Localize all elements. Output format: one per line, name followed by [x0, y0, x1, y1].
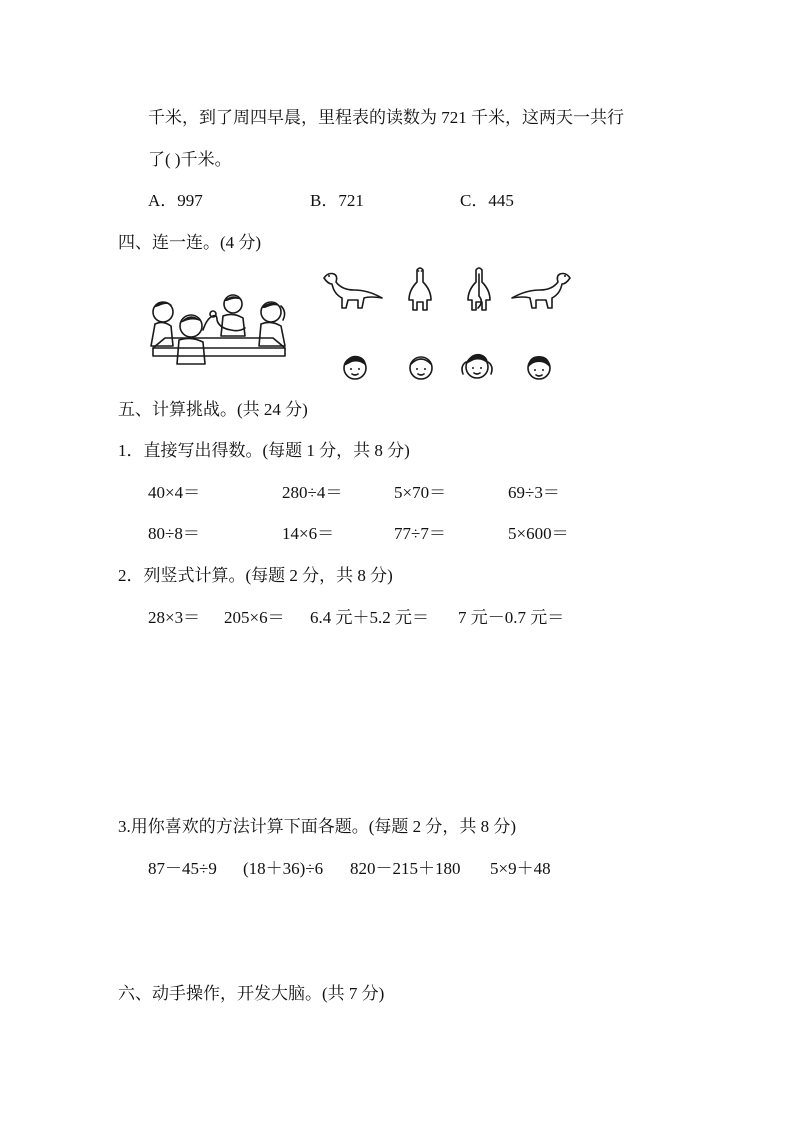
q3-text-line2: 了( )千米。 [148, 150, 232, 169]
part1-title: 1．直接写出得数。(每题 1 分，共 8 分) [118, 441, 410, 460]
problem-2-2: 205×6＝ [224, 608, 285, 627]
section6-title: 六、动手操作，开发大脑。(共 7 分) [118, 984, 385, 1003]
child-face-4-icon [524, 352, 554, 382]
problem-3-2: (18＋36)÷6 [243, 859, 324, 878]
problem-1-1: 40×4＝ [148, 483, 201, 502]
problem-1-3: 5×70＝ [394, 483, 447, 502]
child-face-1-icon [340, 352, 370, 382]
part2-title: 2．列竖式计算。(每题 2 分，共 8 分) [118, 566, 393, 585]
problem-2-1: 28×3＝ [148, 608, 201, 627]
problem-2-4: 7 元－0.7 元＝ [458, 608, 565, 627]
dinosaur-side-left-icon [320, 270, 384, 310]
children-table-illustration [145, 290, 295, 365]
dinosaur-back-icon [464, 266, 494, 312]
problem-1-5: 80÷8＝ [148, 524, 200, 543]
problem-3-4: 5×9＋48 [490, 859, 551, 878]
part3-title: 3.用你喜欢的方法计算下面各题。(每题 2 分，共 8 分) [118, 817, 517, 836]
problem-1-8: 5×600＝ [508, 524, 569, 543]
problem-1-2: 280÷4＝ [282, 483, 343, 502]
problem-3-3: 820－215＋180 [350, 859, 461, 878]
option-c: C．445 [460, 191, 514, 210]
section5-title: 五、计算挑战。(共 24 分) [118, 400, 308, 419]
section4-title: 四、连一连。(4 分) [118, 233, 262, 252]
dinosaur-front-icon [405, 266, 435, 312]
option-a: A．997 [148, 191, 203, 210]
child-face-3-icon [460, 350, 494, 382]
q3-text-line1: 千米，到了周四早晨，里程表的读数为 721 千米，这两天一共行 [148, 108, 624, 127]
problem-1-4: 69÷3＝ [508, 483, 560, 502]
dinosaur-side-right-icon [510, 270, 574, 310]
problem-1-6: 14×6＝ [282, 524, 335, 543]
problem-3-1: 87－45÷9 [148, 859, 217, 878]
option-b: B．721 [310, 191, 364, 210]
problem-1-7: 77÷7＝ [394, 524, 446, 543]
child-face-2-icon [406, 352, 436, 382]
problem-2-3: 6.4 元＋5.2 元＝ [310, 608, 429, 627]
